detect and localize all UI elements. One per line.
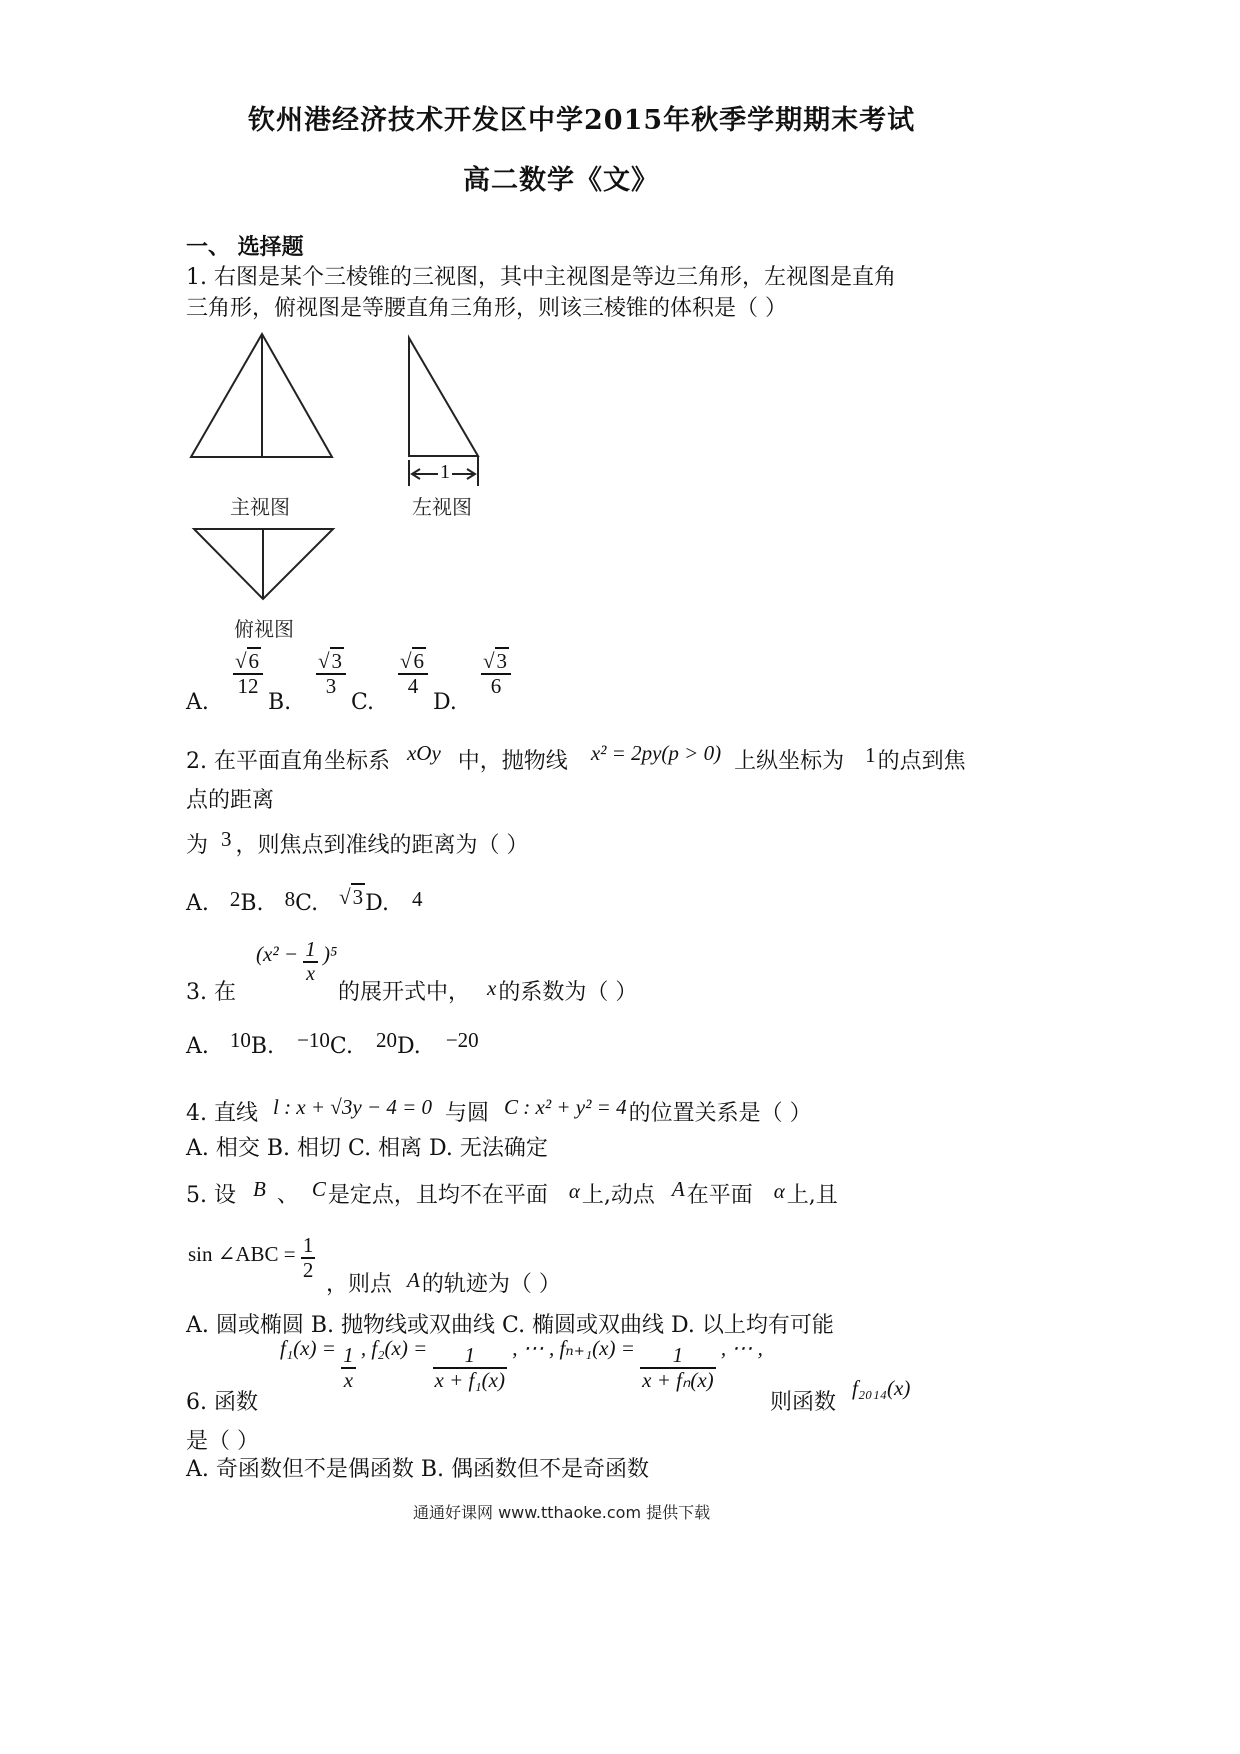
q1-option-a-value: √6 12	[233, 650, 263, 698]
q1-option-d-label: D.	[433, 690, 457, 715]
q2-line3: 为 3 ，则焦点到准线的距离为（ ）	[186, 827, 529, 858]
q2-line2: 点的距离	[186, 788, 275, 813]
q4-options: A. 相交 B. 相切 C. 相离 D. 无法确定	[186, 1136, 548, 1161]
side-view-caption: 左视图	[412, 495, 472, 519]
q5-options: A. 圆或椭圆 B. 抛物线或双曲线 C. 椭圆或双曲线 D. 以上均有可能	[186, 1313, 834, 1338]
q5-line2-rest: ，则点 A的轨迹为（ ）	[326, 1268, 561, 1297]
q6-f2014: f₂₀₁₄(x)	[852, 1376, 911, 1400]
footer-download-note: 通通好课网 www.tthaoke.com 提供下载	[413, 1503, 711, 1522]
q1-line2: 三角形，俯视图是等腰直角三角形，则该三棱锥的体积是（ ）	[186, 296, 787, 321]
q2-options: A. 2B. 8C. √3D. 4	[186, 885, 423, 916]
q2-line1: 2. 在平面直角坐标系 xOy 中，抛物线 x² = 2py(p > 0) 上纵坐标为 1的点到焦	[186, 741, 966, 774]
q3-expression: (x² − $\frac{1}{x}$ )⁵	[256, 937, 338, 986]
q1-option-c-label: C.	[351, 690, 375, 715]
exam-title: 钦州港经济技术开发区中学2015年秋季学期期末考试	[248, 105, 916, 136]
q1-option-b-value: √3 3	[316, 650, 346, 698]
q6-options: A. 奇函数但不是偶函数 B. 偶函数但不是奇函数	[186, 1457, 650, 1482]
q5-sin-expression: sin ∠ABC = $\frac{1}{2}$	[188, 1233, 314, 1283]
q6-label: 6. 函数	[186, 1390, 258, 1415]
q1-option-a-label: A.	[186, 690, 209, 715]
q4-line1: 4. 直线 l : x + √3y − 4 = 0 与圆 C : x² + y² = 4的位置关系是（ ）	[186, 1095, 812, 1126]
q1-line1: 1. 右图是某个三棱锥的三视图，其中主视图是等边三角形，左视图是直角	[186, 265, 896, 290]
q6-line2: 是（ ）	[186, 1429, 259, 1454]
q3-line1: 3. 在	[186, 980, 236, 1005]
q1-three-views-figure	[186, 330, 506, 620]
section-heading-choice: 一、 选择题	[186, 234, 304, 260]
q1-option-c-value: √6 4	[398, 650, 428, 698]
front-view-caption: 主视图	[230, 495, 290, 519]
q3-options: A. 10B. −10C. 20D. −20	[186, 1028, 479, 1059]
q3-line1-rest: 的展开式中， x的系数为（ ）	[338, 976, 638, 1005]
q5-line1: 5. 设 B 、 C是定点，且均不在平面 α上,动点 A在平面 α上,且	[186, 1177, 838, 1208]
dim-label: 1	[440, 461, 450, 483]
q6-recursion-formula: f₁(x) = $\frac{1}{x}$ , f₂(x) = $\frac{1}{\text{x + f₁(x)}}$ , ⋯ , fₙ₊₁(x) = $\frac{1}{\text{x + fₙ(x)}}$ , ⋯ ,	[280, 1336, 763, 1393]
top-view-caption: 俯视图	[234, 617, 294, 641]
exam-subtitle: 高二数学《文》	[463, 165, 659, 196]
side-view-triangle	[409, 338, 478, 456]
q6-then-function: 则函数	[770, 1390, 837, 1415]
q1-option-b-label: B.	[268, 690, 292, 715]
q1-option-d-value: √3 6	[481, 650, 511, 698]
